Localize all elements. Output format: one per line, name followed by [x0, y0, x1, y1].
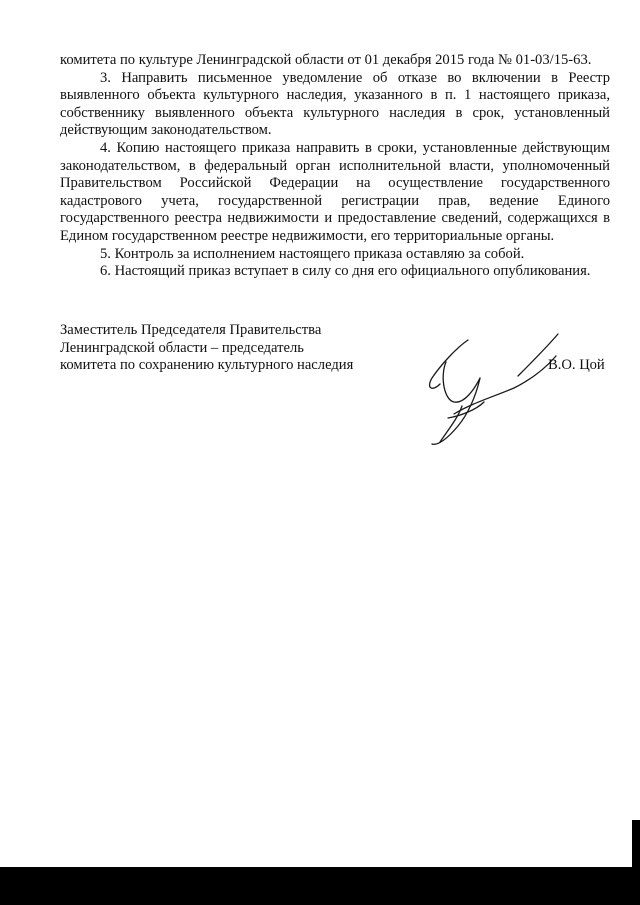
signatory-position-line: комитета по сохранению культурного наследия: [60, 357, 354, 374]
scan-edge-mark: [632, 820, 640, 867]
handwritten-signature: [418, 318, 578, 450]
scan-bottom-border: [0, 867, 640, 905]
signatory-position-line: Ленинградской области – председатель: [60, 339, 304, 356]
paragraph-item-6: 6. Настоящий приказ вступает в силу со дня его официального опубликования.: [100, 263, 591, 280]
signatory-position-line: Заместитель Председателя Правительства: [60, 322, 322, 338]
signatory-position: [60, 322, 360, 375]
document-body: [60, 52, 610, 281]
paragraph-item-5: 5. Контроль за исполнением настоящего приказа оставляю за собой.: [100, 245, 525, 262]
signatory-name: В.О. Цой: [548, 357, 605, 373]
paragraph-item-3: 3. Направить письменное уведомление об отказе во включении в Реестр выявленного объекта культурного наследия, указанного в п. 1 настоящего приказа, собственнику выявленного объекта культурного наследия в срок, установленный действующим законодательством.: [60, 69, 610, 139]
paragraph-item-4: 4. Копию настоящего приказа направить в сроки, установленные действующим законодательством, в федеральный орган исполнительной власти, уполномоченный Правительством Российской Федерации на осуществление государственного кадастрового учета, государственной регистрации прав, ведение Единого государственного реестра недвижимости и предоставление сведений, содержащихся в Едином государственном реестре недвижимости, его территориальные органы.: [60, 139, 610, 244]
paragraph-continuation: комитета по культуре Ленинградской области от 01 декабря 2015 года № 01-03/15-63.: [60, 52, 592, 68]
